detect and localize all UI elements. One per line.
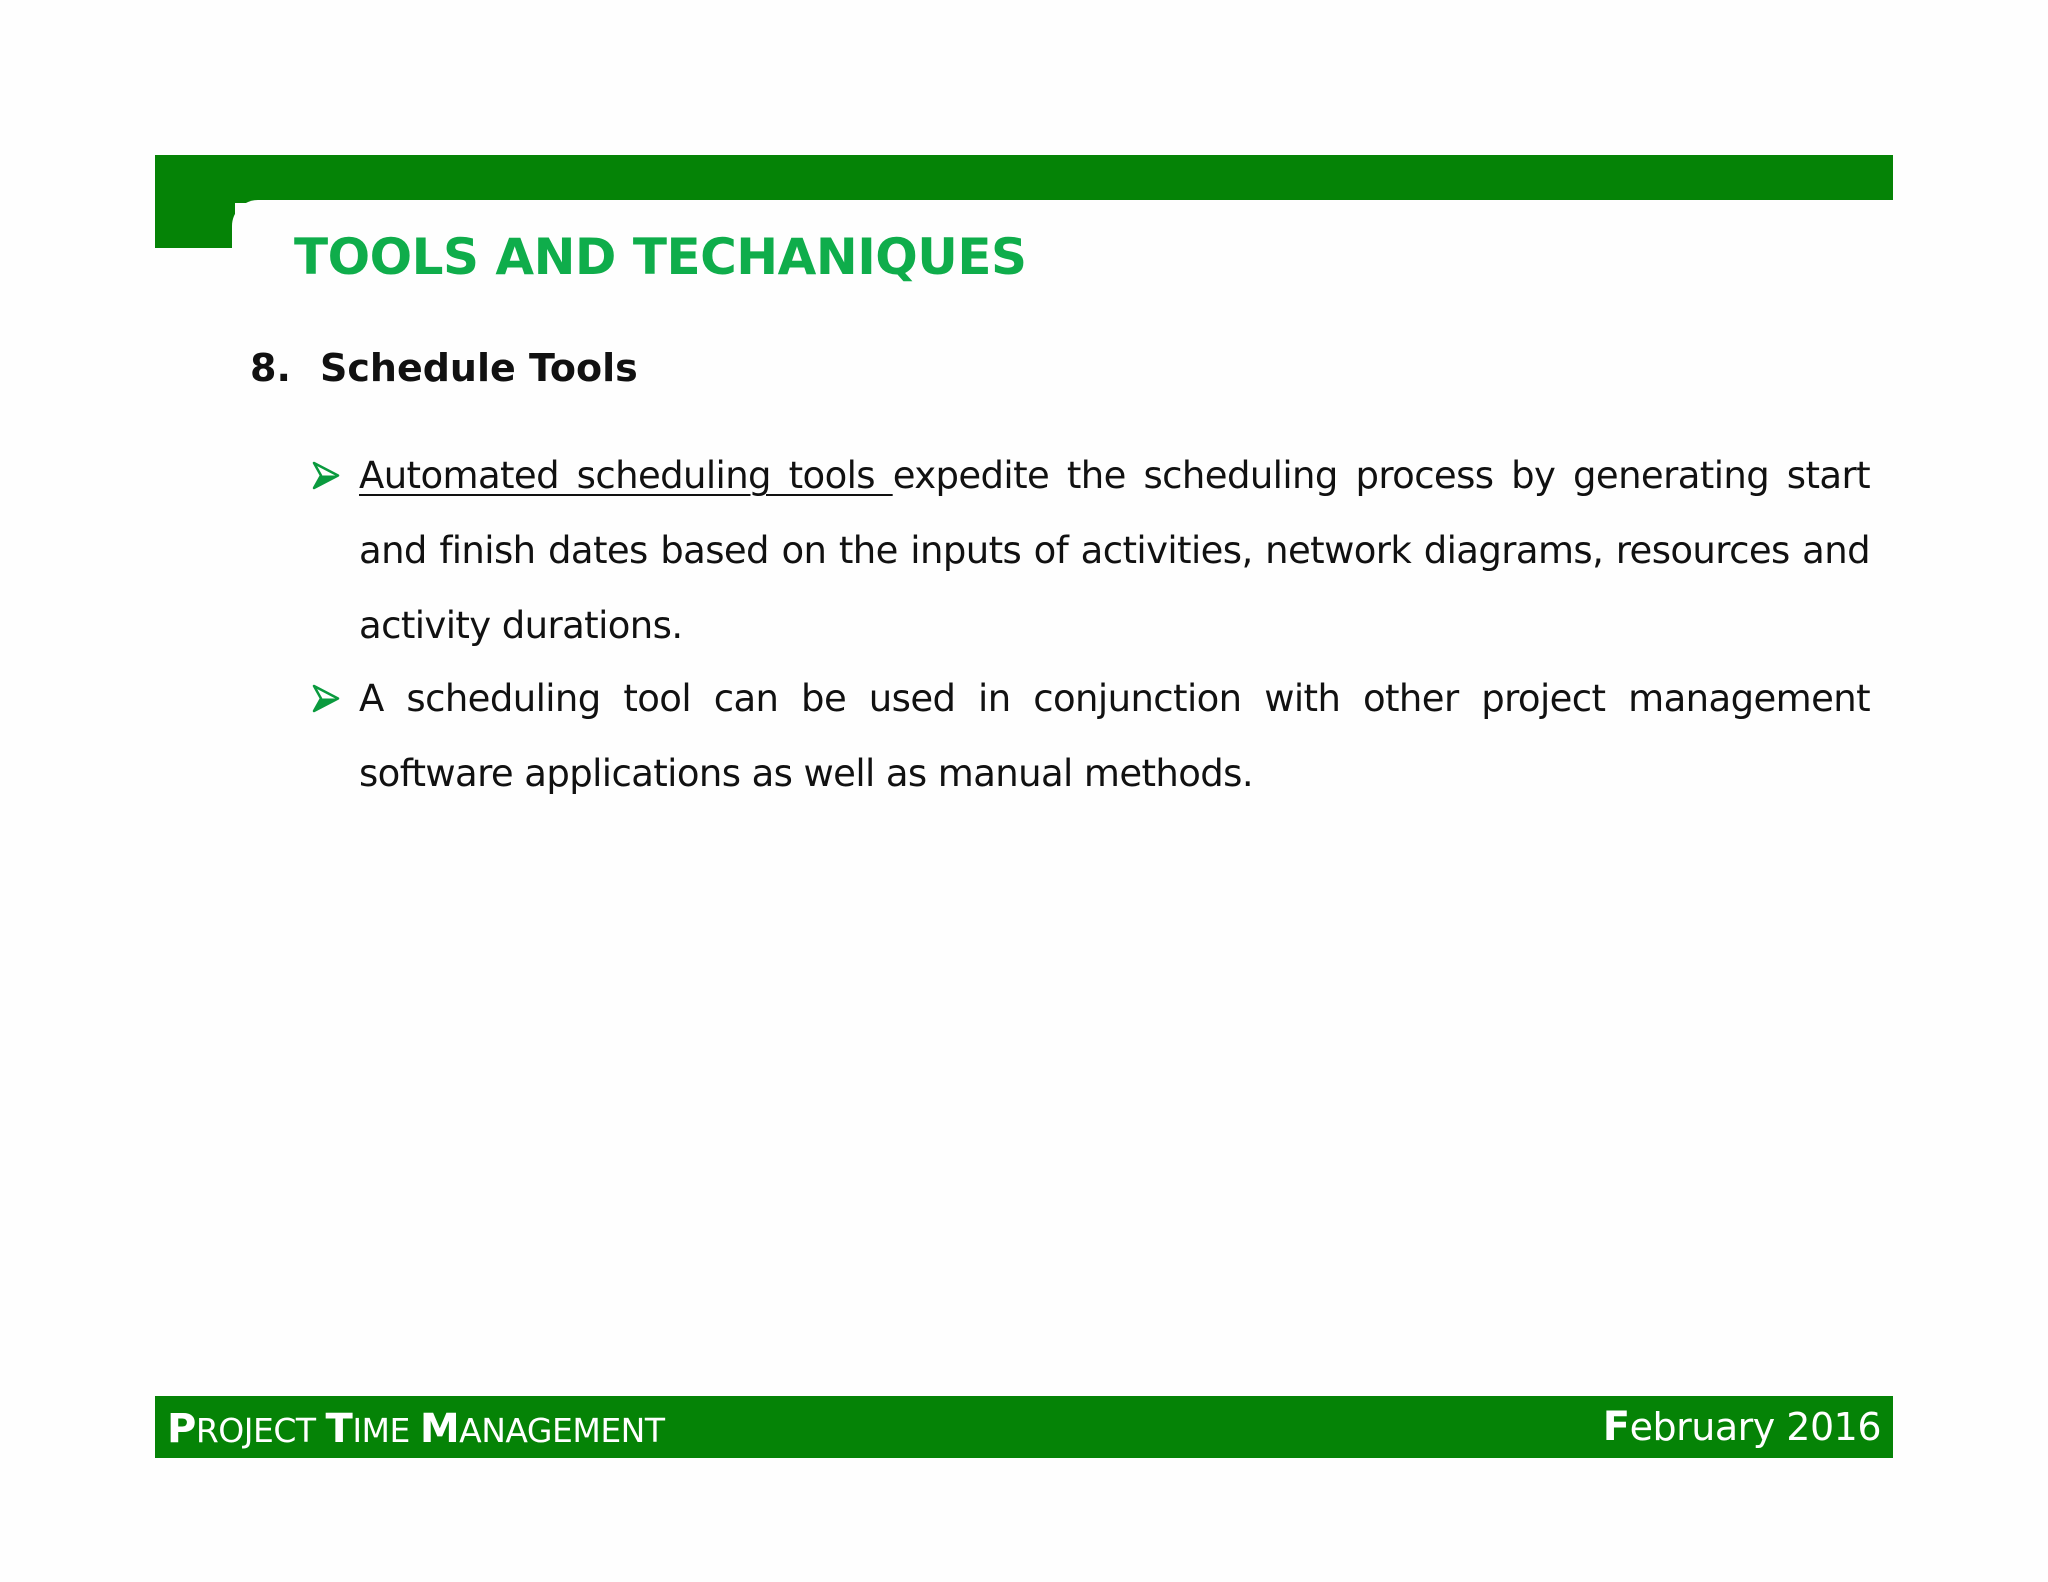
- bullet-item: [308, 438, 1870, 663]
- footer-date: [1603, 1404, 1881, 1450]
- arrow-bullet-icon: [308, 438, 348, 513]
- bullet-underlined-term: Automated scheduling tools: [359, 454, 893, 497]
- bullet-text: [359, 438, 1870, 663]
- footer-date-initial: F: [1602, 1404, 1630, 1450]
- section-heading: [250, 346, 638, 390]
- section-number: 8.: [250, 346, 291, 390]
- footer-initial: M: [419, 1406, 460, 1452]
- slide-title: TOOLS AND TECHANIQUES: [294, 228, 1027, 286]
- arrow-bullet-icon: [308, 661, 348, 736]
- bullet-item: [308, 661, 1870, 811]
- footer-word: IME: [352, 1411, 420, 1450]
- footer-initial: T: [325, 1406, 353, 1452]
- footer-date-rest: ebruary 2016: [1629, 1405, 1881, 1449]
- footer-initial: P: [167, 1406, 196, 1452]
- bullet-text: [359, 661, 1870, 811]
- footer-title: [167, 1406, 665, 1452]
- bullet-body: expedite the scheduling process by generating start and finish dates based on the inputs of activities, network diagrams, resources and activity durations.: [359, 454, 1870, 647]
- footer-bar: [155, 1396, 1893, 1458]
- footer-word: ROJECT: [195, 1411, 326, 1450]
- footer-word: ANAGEMENT: [459, 1411, 665, 1450]
- header-band: [155, 155, 1893, 203]
- bullet-body: A scheduling tool can be used in conjunction with other project management software applications as well as manual methods.: [359, 677, 1870, 795]
- header-band-corner: [155, 155, 235, 248]
- section-heading-text: Schedule Tools: [320, 346, 638, 390]
